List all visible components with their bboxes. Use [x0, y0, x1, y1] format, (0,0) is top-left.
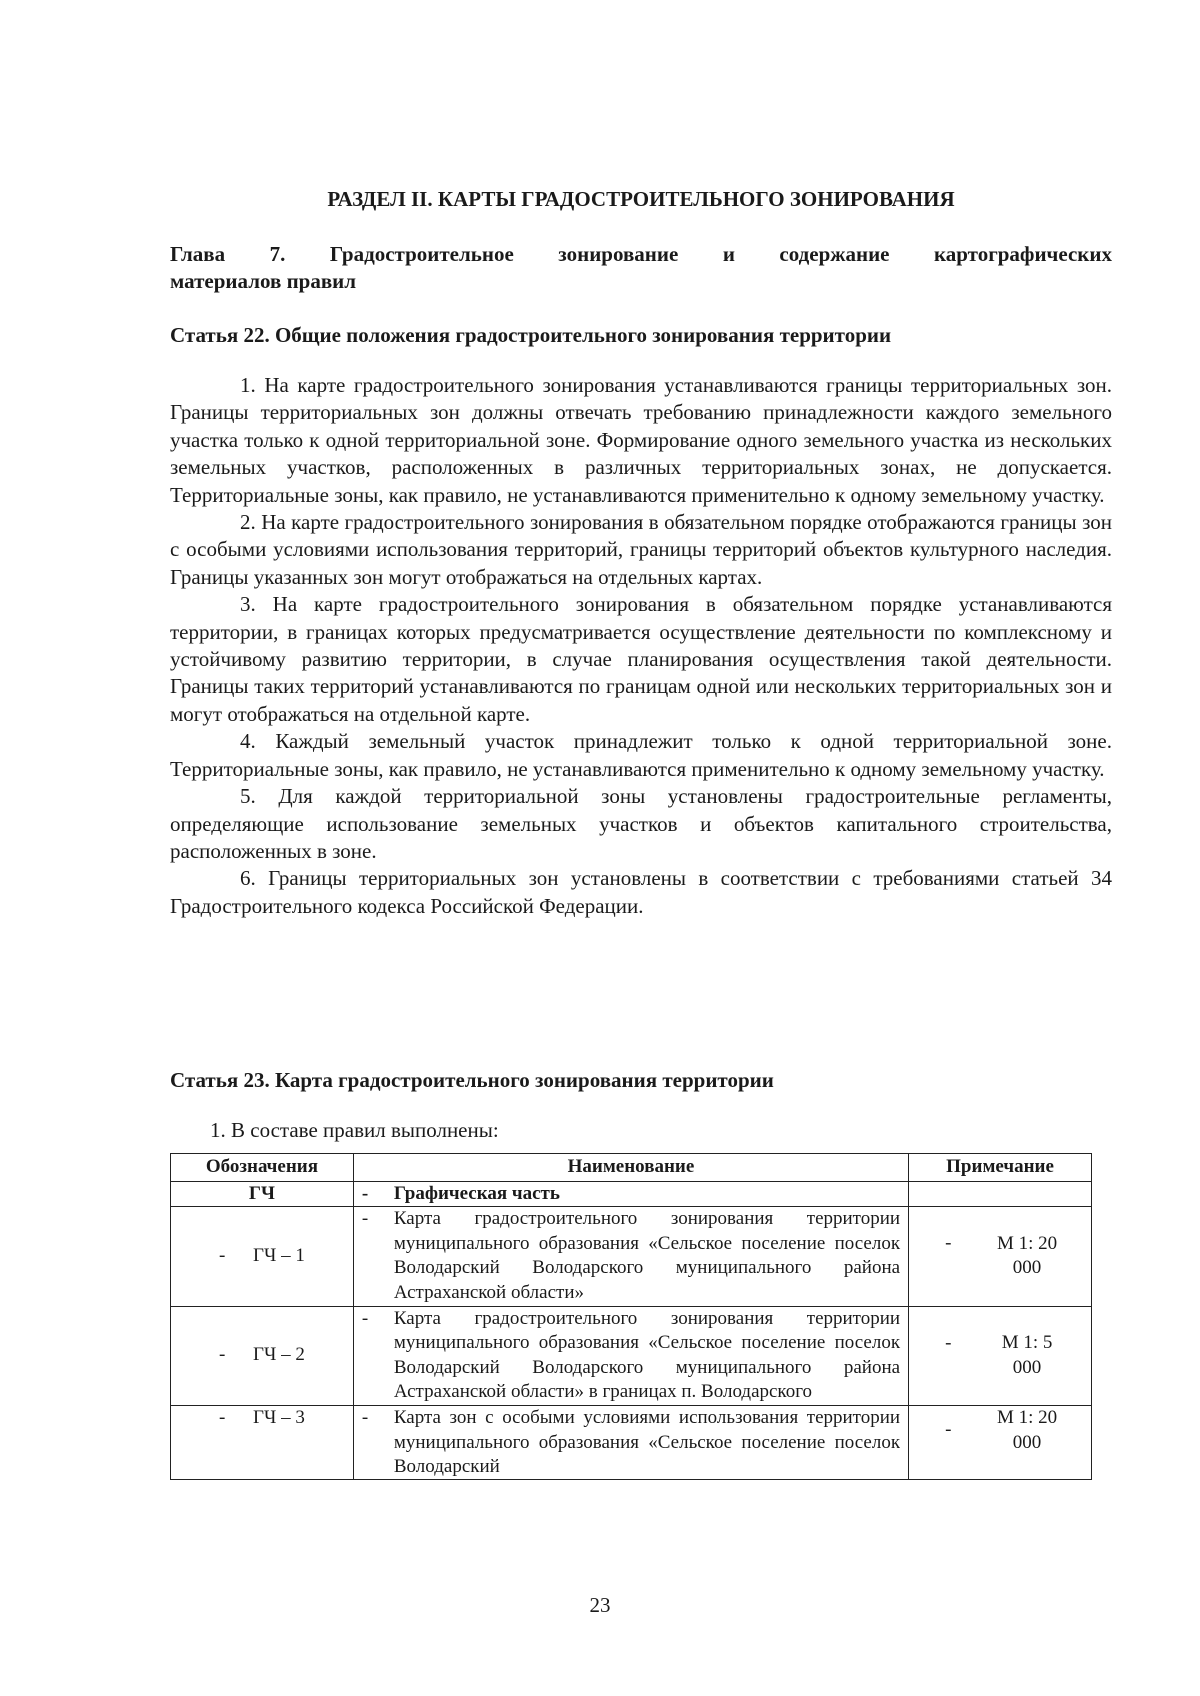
list-intro: 1. В составе правил выполнены:	[210, 1118, 499, 1142]
table-row	[171, 1405, 1092, 1479]
paragraph-3: 3. На карте градостроительного зонирования в обязательном порядке устанавливаются территории, в границах которых предусматривается осуществление деятельности по комплексному и устойчивому развитию территории, в случае планирования осуществления такой деятельности. Границы таких территорий устанавливаются по границам одной или нескольких территориальных зон и могут отображаться на отдельной карте.	[170, 592, 1112, 726]
row-name: Карта градостроительного зонирования территории муниципального образования «Сельское поселение поселок Володарский Володарского муниципального района Астраханской области» в границах п. Володарского	[393, 1307, 901, 1403]
row-name-cell	[353, 1207, 908, 1306]
documents-table	[170, 1153, 1092, 1480]
row-note: М 1: 20 000	[996, 1406, 1058, 1453]
row-name: Карта градостроительного зонирования территории муниципального образования «Сельское поселение поселок Володарский Володарского муниципального района Астраханской области»	[393, 1208, 901, 1303]
table-row	[171, 1306, 1092, 1405]
row-note-cell	[909, 1207, 1092, 1306]
row-note: М 1: 20 000	[996, 1232, 1058, 1279]
row-name: Карта зон с особыми условиями использования территории муниципального образования «Сельское поселение поселок Володарский	[393, 1406, 901, 1478]
chapter-heading	[170, 241, 1112, 295]
row-code-cell	[171, 1306, 354, 1405]
table-row	[171, 1207, 1092, 1306]
group-name-cell	[353, 1181, 908, 1207]
header-note: Примечание	[909, 1154, 1092, 1182]
row-dash: -	[219, 1406, 226, 1428]
article-22-body	[170, 372, 1112, 920]
row-dash: -	[219, 1344, 226, 1366]
row-name-dash: -	[361, 1307, 369, 1329]
paragraph-6: 6. Границы территориальных зон установлены в соответствии с требованиями статьей 34 Градостроительного кодекса Российской Федерации.	[170, 866, 1112, 918]
row-name-cell	[353, 1306, 908, 1405]
table-header-row	[171, 1154, 1092, 1182]
header-name: Наименование	[353, 1154, 908, 1182]
paragraph-1: 1. На карте градостроительного зонирования устанавливаются границы территориальных зон. Границы территориальных зон должны отвечать требованию принадлежности каждого земельного участка только к одной территориальной зоне. Формирование одного земельного участка из нескольких земельных участков, расположенных в различных территориальных зонах, не допускается. Территориальные зоны, как правило, не устанавливаются применительно к одному земельному участку.	[170, 373, 1112, 507]
paragraph-5: 5. Для каждой территориальной зоны установлены градостроительные регламенты, определяющие использование земельных участков и объектов капитального строительства, расположенных в зоне.	[170, 784, 1112, 863]
row-name-dash: -	[361, 1208, 369, 1230]
row-note: М 1: 5 000	[1001, 1332, 1053, 1378]
table-group-row	[171, 1181, 1092, 1207]
row-code: ГЧ – 2	[253, 1344, 305, 1366]
row-code: ГЧ – 1	[253, 1245, 305, 1267]
header-designation: Обозначения	[171, 1154, 354, 1182]
group-code: ГЧ	[171, 1181, 354, 1207]
paragraph-4: 4. Каждый земельный участок принадлежит только к одной территориальной зоне. Территориальные зоны, как правило, не устанавливаются применительно к одному земельному участку.	[170, 729, 1112, 781]
article-22-title: Статья 22. Общие положения градостроительного зонирования территории	[170, 323, 892, 347]
row-note-cell	[909, 1306, 1092, 1405]
row-code-cell	[171, 1207, 354, 1306]
row-dash: -	[219, 1245, 226, 1267]
chapter-heading-line-2: материалов правил	[170, 269, 357, 293]
section-title: РАЗДЕЛ II. КАРТЫ ГРАДОСТРОИТЕЛЬНОГО ЗОНИРОВАНИЯ	[327, 187, 955, 211]
chapter-heading-line-1: Глава 7. Градостроительное зонирование и содержание картографических	[170, 242, 1112, 266]
row-note-dash: -	[945, 1418, 952, 1440]
row-note-dash: -	[945, 1332, 952, 1354]
row-note-cell	[909, 1405, 1092, 1479]
group-name: Графическая часть	[393, 1182, 560, 1204]
paragraph-2: 2. На карте градостроительного зонирования в обязательном порядке отображаются границы зон с особыми условиями использования территорий, границы территорий объектов культурного наследия. Границы указанных зон могут отображаться на отдельных картах.	[170, 510, 1112, 589]
row-note-dash: -	[945, 1233, 952, 1255]
row-code-cell	[171, 1405, 354, 1479]
row-code: ГЧ – 3	[253, 1406, 305, 1428]
row-name-cell	[353, 1405, 908, 1479]
page-number: 23	[589, 1593, 611, 1617]
group-dash: -	[361, 1182, 369, 1204]
group-note	[909, 1181, 1092, 1207]
row-name-dash: -	[361, 1406, 369, 1428]
article-23-title: Статья 23. Карта градостроительного зонирования территории	[170, 1068, 774, 1092]
